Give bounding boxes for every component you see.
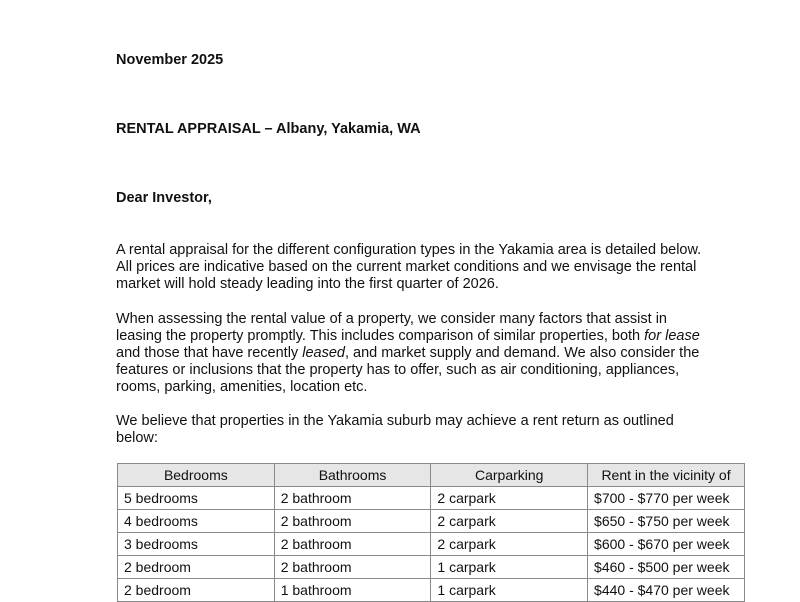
cell-bedrooms: 2 bedroom <box>118 556 275 579</box>
column-header-bathrooms: Bathrooms <box>274 464 431 487</box>
cell-bedrooms: 2 bedroom <box>118 579 275 602</box>
paragraph-line: A rental appraisal for the different configuration types in the Yakamia area is detailed below. <box>116 242 702 258</box>
paragraph-line: We believe that properties in the Yakamia suburb may achieve a rent return as outlined <box>116 413 674 429</box>
paragraph-line: below: <box>116 430 158 446</box>
column-header-rent: Rent in the vicinity of <box>588 464 745 487</box>
cell-carparking: 2 carpark <box>431 487 588 510</box>
paragraph-line: When assessing the rental value of a property, we consider many factors that assist in <box>116 311 667 327</box>
table-row <box>118 510 745 533</box>
emphasis-for-lease: for lease <box>644 328 700 344</box>
cell-carparking: 2 carpark <box>431 510 588 533</box>
emphasis-leased: leased <box>302 345 345 361</box>
paragraph-line: rooms, parking, amenities, location etc. <box>116 379 368 395</box>
table-row <box>118 556 745 579</box>
cell-rent: $460 - $500 per week <box>588 556 745 579</box>
paragraph-line <box>116 328 756 345</box>
letter-date: November 2025 <box>116 52 224 68</box>
paragraph-assessment <box>116 311 756 396</box>
cell-bathrooms: 1 bathroom <box>274 579 431 602</box>
cell-carparking: 2 carpark <box>431 533 588 556</box>
rent-table <box>117 463 745 602</box>
table-header-row <box>118 464 745 487</box>
paragraph-line: market will hold steady leading into the first quarter of 2026. <box>116 276 499 292</box>
table-row <box>118 579 745 602</box>
table-row <box>118 533 745 556</box>
paragraph-line: features or inclusions that the property has to offer, such as air conditioning, appliances, <box>116 362 680 378</box>
cell-bathrooms: 2 bathroom <box>274 533 431 556</box>
cell-bathrooms: 2 bathroom <box>274 487 431 510</box>
cell-carparking: 1 carpark <box>431 556 588 579</box>
paragraph-intro <box>116 242 756 293</box>
letter-salutation: Dear Investor, <box>116 190 212 206</box>
cell-rent: $600 - $670 per week <box>588 533 745 556</box>
cell-rent: $700 - $770 per week <box>588 487 745 510</box>
letter-heading: RENTAL APPRAISAL – Albany, Yakamia, WA <box>116 121 421 137</box>
cell-rent: $650 - $750 per week <box>588 510 745 533</box>
cell-carparking: 1 carpark <box>431 579 588 602</box>
paragraph-line <box>116 345 756 362</box>
paragraph-outlook <box>116 413 756 447</box>
paragraph-line-text: , and market supply and demand. We also consider the <box>344 345 700 361</box>
cell-bedrooms: 5 bedrooms <box>118 487 275 510</box>
paragraph-line: All prices are indicative based on the current market conditions and we envisage the rental <box>116 259 697 275</box>
paragraph-line-text: and those that have recently <box>116 345 303 361</box>
cell-bathrooms: 2 bathroom <box>274 556 431 579</box>
cell-bedrooms: 3 bedrooms <box>118 533 275 556</box>
cell-bedrooms: 4 bedrooms <box>118 510 275 533</box>
paragraph-line-text: leasing the property promptly. This includes comparison of similar properties, both <box>116 328 645 344</box>
cell-rent: $440 - $470 per week <box>588 579 745 602</box>
column-header-bedrooms: Bedrooms <box>118 464 275 487</box>
column-header-carparking: Carparking <box>431 464 588 487</box>
cell-bathrooms: 2 bathroom <box>274 510 431 533</box>
table-row <box>118 487 745 510</box>
